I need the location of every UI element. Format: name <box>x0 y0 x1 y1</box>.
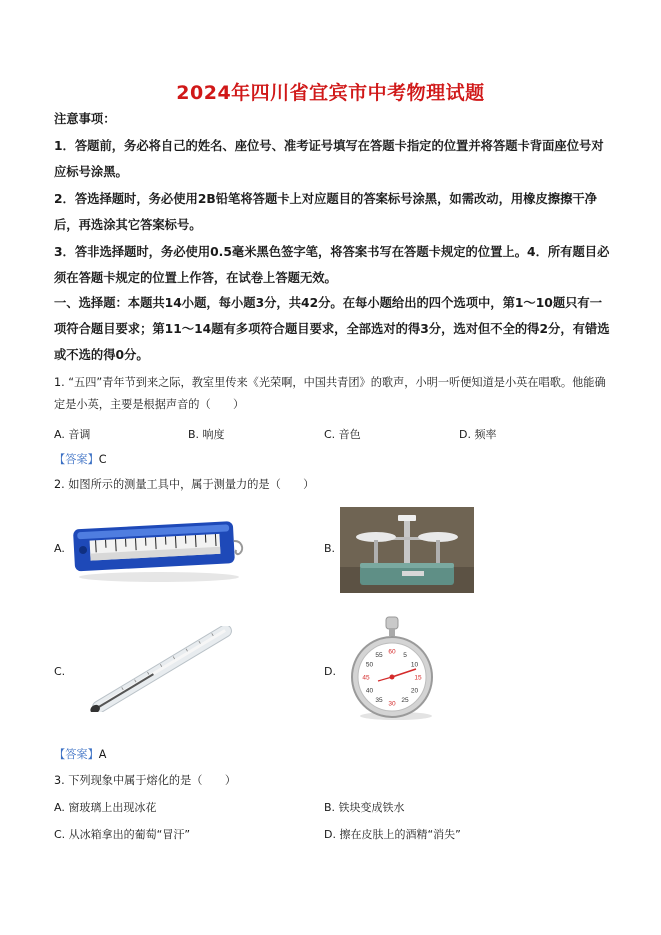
q1-option-a: A. 音调 <box>54 428 91 441</box>
q2-option-d-label: D. <box>324 665 336 678</box>
dial-number: 60 <box>388 648 396 656</box>
dial-number: 10 <box>410 661 419 669</box>
answer-tag: 【答案】 <box>54 748 99 761</box>
dial-number: 15 <box>414 674 422 682</box>
q2-option-b-label: B. <box>324 542 336 555</box>
dial-number: 45 <box>362 674 370 682</box>
note-item-2: 2．答选择题时，务必使用2B铅笔将答题卡上对应题目的答案标号涂黑，如需改动，用橡皮擦擦干净后，再选涂其它答案标号。 <box>54 192 597 232</box>
answer-value: C <box>98 453 107 466</box>
thermometer-image <box>78 626 246 712</box>
question-3-stem: 3. 下列现象中属于熔化的是（ ） <box>54 774 237 787</box>
question-2-stem: 2. 如图所示的测量工具中，属于测量力的是（ ） <box>54 478 315 491</box>
q1-option-d: D. 频率 <box>459 428 497 441</box>
dial-number: 50 <box>365 661 374 669</box>
q2-answer <box>54 746 106 762</box>
spring-scale-image <box>66 511 252 583</box>
stopwatch-image <box>342 615 442 721</box>
q3-option-d: D. 擦在皮肤上的酒精“消失” <box>324 828 461 841</box>
section-1-instructions: 一、选择题：本题共14小题，每小题3分，共42分。在每小题给出的四个选项中，第1～10题只有一项符合题目要求；第11～14题有多项符合题目要求，全部选对的得3分，选对但不全的得2分，有错选或不选的得0分。 <box>54 296 610 362</box>
dial-number: 40 <box>365 687 374 695</box>
note-item-3: 3．答非选择题时，务必使用0.5毫米黑色签字笔，将答案书写在答题卡规定的位置上。4．所有题目必须在答题卡规定的位置上作答，在试卷上答题无效。 <box>54 245 610 285</box>
q1-answer <box>54 451 107 467</box>
dial-number: 55 <box>375 652 383 659</box>
answer-tag: 【答案】 <box>54 453 99 466</box>
dial-number: 5 <box>403 652 407 659</box>
q3-option-b: B. 铁块变成铁水 <box>324 801 405 814</box>
dial-number: 25 <box>401 697 409 704</box>
q2-option-a-label: A. <box>54 542 65 555</box>
dial-number: 35 <box>375 697 383 704</box>
paper-title: 2024年四川省宜宾市中考物理试题 <box>176 82 485 104</box>
dial-number: 20 <box>410 687 419 695</box>
question-1-stem: 1. “五四”青年节到来之际，教室里传来《光荣啊，中国共青团》的歌声，小明一听便知道是小英在唱歌。他能确定是小英，主要是根据声音的（ ） <box>54 376 606 411</box>
q3-option-c: C. 从冰箱拿出的葡萄“冒汗” <box>54 828 191 841</box>
q3-option-a: A. 窗玻璃上出现冰花 <box>54 801 157 814</box>
dial-number: 30 <box>388 700 396 708</box>
q1-option-b: B. 响度 <box>188 428 225 441</box>
note-item-1: 1．答题前，务必将自己的姓名、座位号、准考证号填写在答题卡指定的位置并将答题卡背面座位号对应标号涂黑。 <box>54 139 604 179</box>
q2-option-c-label: C. <box>54 665 66 678</box>
answer-value: A <box>98 748 107 761</box>
q1-option-c: C. 音色 <box>324 428 361 441</box>
notes-heading: 注意事项： <box>54 112 116 126</box>
balance-scale-image <box>340 507 474 593</box>
